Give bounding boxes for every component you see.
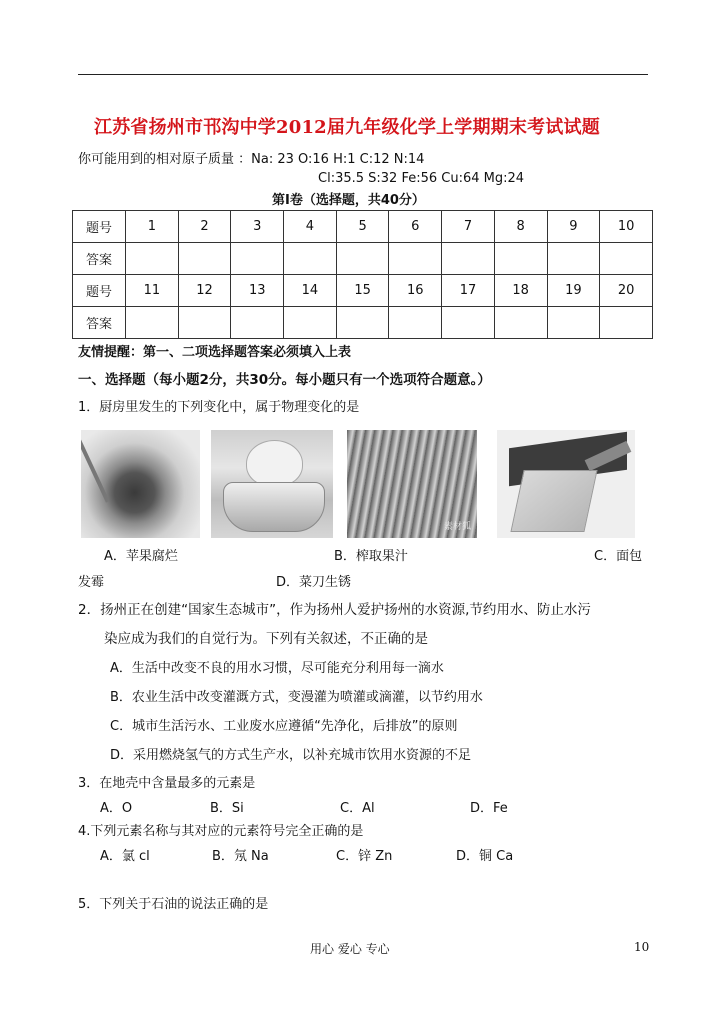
q2-option-d: D．采用燃烧氢气的方式生产水，以补充城市饮用水资源的不足	[110, 748, 472, 763]
q1-option-c-continuation: 发霉	[78, 575, 105, 590]
question-number-cell: 1	[126, 211, 179, 243]
answer-cell[interactable]	[547, 243, 600, 275]
image-watermark: 素材狐	[443, 522, 471, 532]
atomic-mass-line-2: Cl:35.5 S:32 Fe:56 Cu:64 Mg:24	[318, 171, 525, 186]
page-title: 江苏省扬州市邗沟中学2012届九年级化学上学期期末考试试题	[94, 117, 600, 138]
q4-option-d: D．铜 Ca	[456, 849, 514, 864]
kitchen-knife-image	[497, 430, 635, 538]
answer-table	[72, 210, 653, 339]
q3-option-d: D．Fe	[470, 801, 508, 816]
question-number-cell: 18	[494, 275, 547, 307]
reminder-text: 友情提醒：第一、二项选择题答案必须填入上表	[78, 345, 352, 360]
question-number-cell: 15	[336, 275, 389, 307]
answer-cell[interactable]	[231, 307, 284, 339]
q2-stem-line-1: 2．扬州正在创建“国家生态城市”，作为扬州人爱护扬州的水资源,节约用水、防止水污	[78, 602, 591, 618]
q1-option-c: C．面包	[594, 549, 643, 564]
part1-heading: 一、选择题（每小题2分，共30分。每小题只有一个选项符合题意。）	[78, 372, 491, 388]
answer-cell[interactable]	[336, 243, 389, 275]
answer-cell[interactable]	[126, 243, 179, 275]
footer-text: 用心 爱心 专心	[310, 942, 390, 956]
question-number-cell: 6	[389, 211, 442, 243]
section-title: 第Ⅰ卷（选择题，共40分）	[272, 193, 425, 208]
question-number-cell: 5	[336, 211, 389, 243]
moldy-bread-image	[347, 430, 477, 538]
q2-stem-line-2: 染应成为我们的自觉行为。下列有关叙述，不正确的是	[104, 631, 428, 647]
q3-option-b: B．Si	[210, 801, 244, 816]
juicer-image	[211, 430, 333, 538]
question-number-cell: 14	[284, 275, 337, 307]
answer-cell[interactable]	[389, 307, 442, 339]
question-number-cell: 13	[231, 275, 284, 307]
q1-option-b: B．榨取果汁	[334, 549, 408, 564]
question-number-cell: 17	[442, 275, 495, 307]
question-number-cell: 10	[600, 211, 653, 243]
row-label: 题号	[73, 275, 126, 307]
answer-cell[interactable]	[231, 243, 284, 275]
atomic-mass-line-1: 你可能用到的相对原子质量 ：Na: 23 O:16 H:1 C:12 N:14	[78, 152, 425, 167]
answer-cell[interactable]	[178, 307, 231, 339]
row-label: 题号	[73, 211, 126, 243]
answer-cell[interactable]	[494, 243, 547, 275]
question-number-cell: 12	[178, 275, 231, 307]
answer-table-answer-row-2	[73, 307, 653, 339]
question-number-cell: 19	[547, 275, 600, 307]
q1-option-d: D．菜刀生锈	[276, 575, 352, 590]
answer-cell[interactable]	[442, 243, 495, 275]
page-number: 10	[634, 940, 650, 954]
answer-table-answer-row-1	[73, 243, 653, 275]
answer-table-number-row-1	[73, 211, 653, 243]
question-number-cell: 3	[231, 211, 284, 243]
q4-stem: 4.下列元素名称与其对应的元素符号完全正确的是	[78, 824, 364, 839]
answer-cell[interactable]	[389, 243, 442, 275]
question-number-cell: 7	[442, 211, 495, 243]
q3-option-c: C．Al	[340, 801, 375, 816]
question-number-cell: 2	[178, 211, 231, 243]
answer-cell[interactable]	[494, 307, 547, 339]
answer-cell[interactable]	[600, 243, 653, 275]
answer-cell[interactable]	[600, 307, 653, 339]
question-number-cell: 9	[547, 211, 600, 243]
answer-cell[interactable]	[284, 307, 337, 339]
answer-cell[interactable]	[336, 307, 389, 339]
answer-cell[interactable]	[284, 243, 337, 275]
answer-cell[interactable]	[178, 243, 231, 275]
answer-cell[interactable]	[547, 307, 600, 339]
question-number-cell: 8	[494, 211, 547, 243]
row-label: 答案	[73, 307, 126, 339]
q3-stem: 3．在地壳中含量最多的元素是	[78, 776, 256, 791]
q4-option-a: A．氯 cl	[100, 849, 150, 864]
q5-stem: 5．下列关于石油的说法正确的是	[78, 897, 269, 912]
q1-stem: 1．厨房里发生的下列变化中，属于物理变化的是	[78, 400, 360, 415]
question-number-cell: 16	[389, 275, 442, 307]
q4-option-b: B．氖 Na	[212, 849, 269, 864]
header-rule	[78, 74, 648, 75]
q2-option-c: C．城市生活污水、工业废水应遵循“先净化，后排放”的原则	[110, 719, 458, 734]
q2-option-b: B．农业生活中改变灌溉方式，变漫灌为喷灌或滴灌，以节约用水	[110, 690, 483, 705]
q2-option-a: A．生活中改变不良的用水习惯，尽可能充分利用每一滴水	[110, 661, 444, 676]
answer-cell[interactable]	[126, 307, 179, 339]
answer-table-number-row-2	[73, 275, 653, 307]
rotten-apple-image	[81, 430, 200, 538]
question-number-cell: 20	[600, 275, 653, 307]
answer-cell[interactable]	[442, 307, 495, 339]
q3-option-a: A．O	[100, 801, 133, 816]
row-label: 答案	[73, 243, 126, 275]
question-number-cell: 4	[284, 211, 337, 243]
question-number-cell: 11	[126, 275, 179, 307]
q1-option-a: A．苹果腐烂	[104, 549, 178, 564]
q4-option-c: C．锌 Zn	[336, 849, 393, 864]
